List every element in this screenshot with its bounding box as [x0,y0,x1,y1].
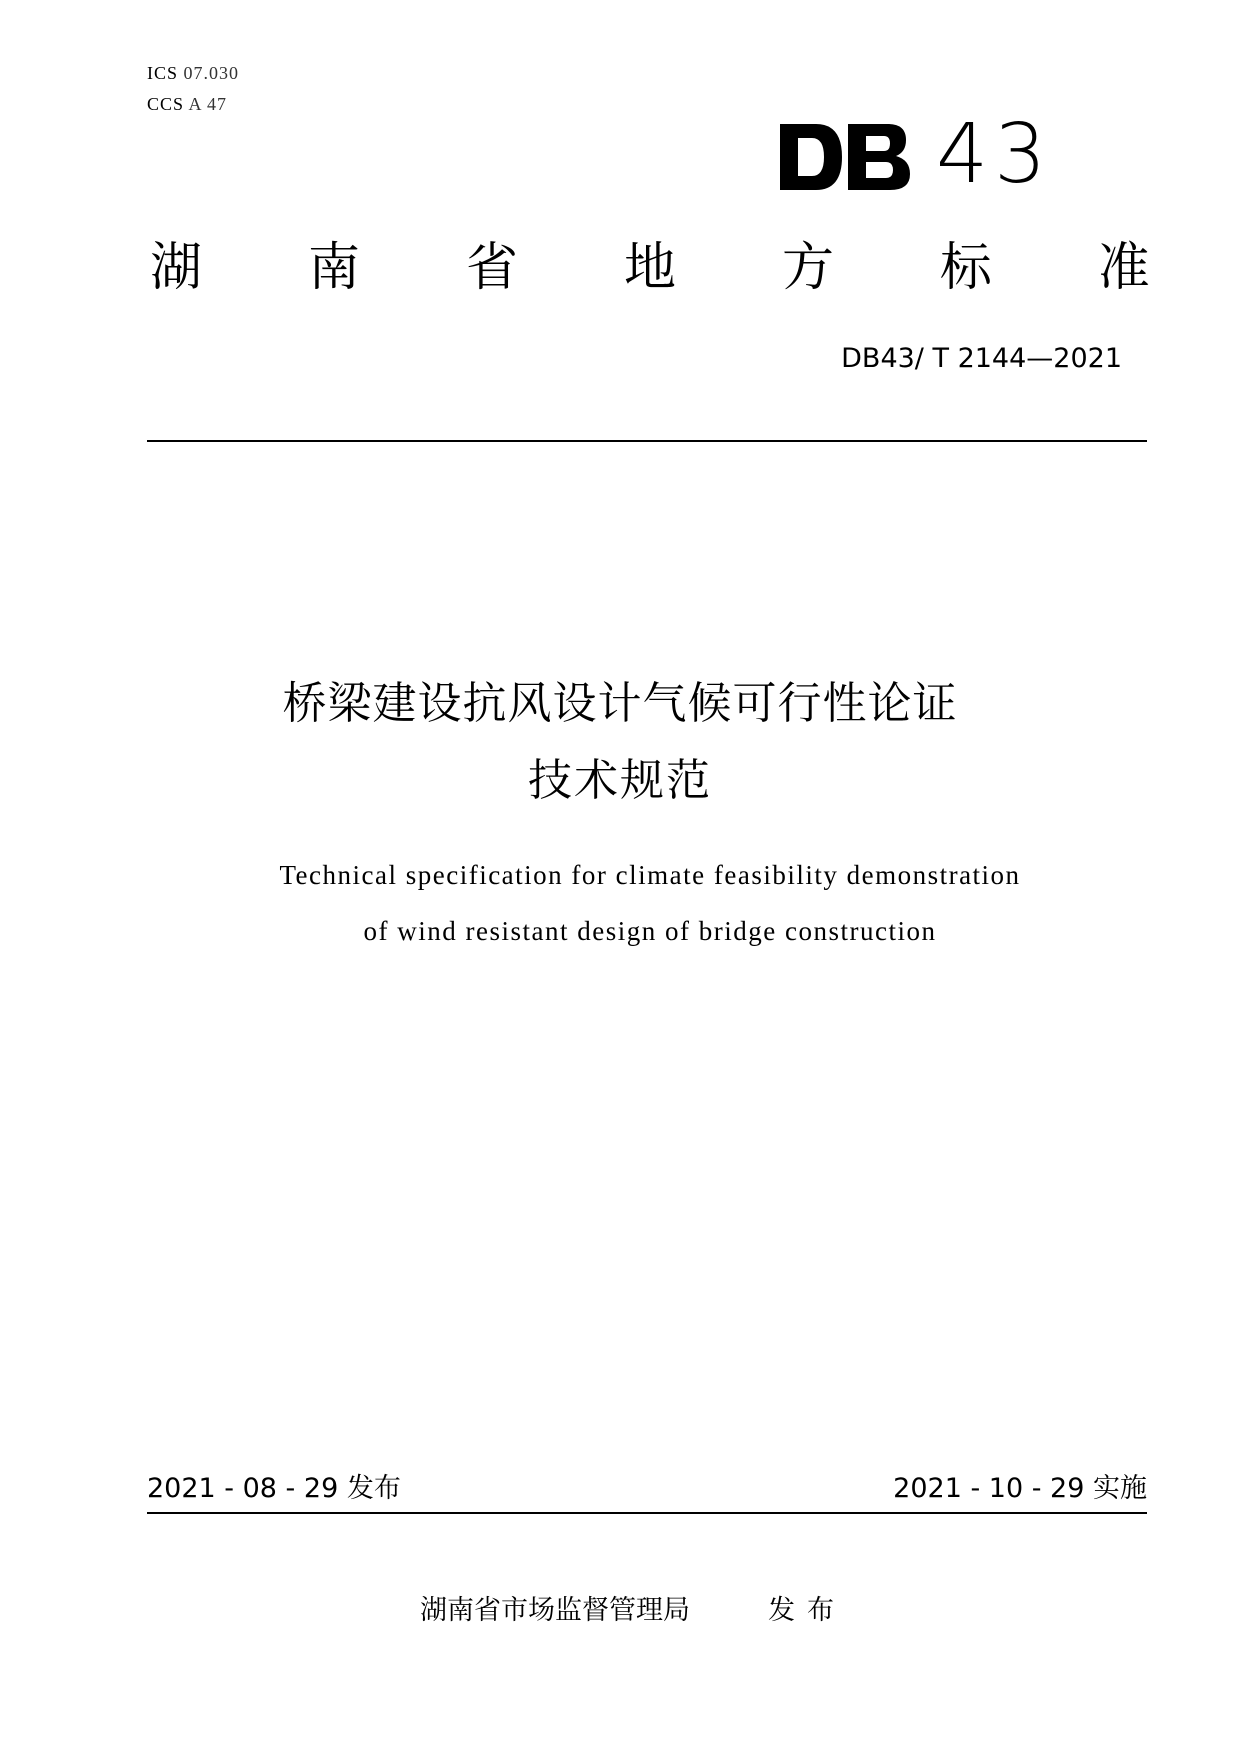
title-cn-line1: 桥梁建设抗风设计气候可行性论证 [282,678,958,729]
standard-type-char: 标 [939,238,992,298]
standard-type-char: 方 [781,238,834,298]
standard-type-heading [150,236,1150,300]
db-logo [780,124,910,190]
publish-label: 发布 [768,1595,846,1626]
ccs-value: A 47 [188,94,228,114]
standard-type-char: 地 [623,238,676,298]
top-divider [147,440,1147,442]
standard-type-char: 南 [307,238,360,298]
standard-type-char: 准 [1097,238,1150,298]
bottom-divider [147,1512,1147,1514]
standard-type-char: 省 [465,238,518,298]
province-code: 43 [936,107,1053,202]
publisher-name: 湖南省市场监督管理局 [420,1595,690,1626]
standard-number: DB43/ T 2144—2021 [841,343,1122,374]
ics-code [147,62,239,84]
ccs-label: CCS [147,94,185,114]
standard-type-char: 湖 [150,238,203,298]
ics-value: 07.030 [183,63,240,83]
title-cn-line2: 技术规范 [528,755,712,806]
ccs-code [147,93,227,115]
title-en-line1: Technical specification for climate feasibility demonstration [279,860,1021,890]
issue-date: 2021 - 08 - 29 发布 [147,1473,401,1504]
ics-label: ICS [147,63,179,83]
title-en-line2: of wind resistant design of bridge construction [363,916,937,946]
implementation-date: 2021 - 10 - 29 实施 [893,1473,1147,1504]
